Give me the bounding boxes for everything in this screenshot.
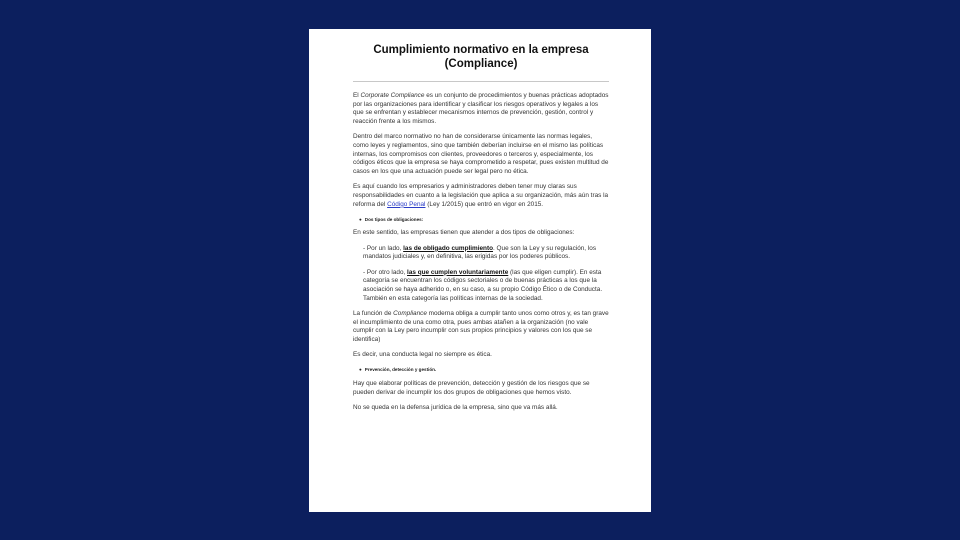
- title-line-1: Cumplimiento normativo en la empresa: [373, 44, 589, 56]
- title-line-2: (Compliance): [444, 58, 518, 70]
- p1-text-b: es un conjunto de procedimientos y buenas prácticas adoptados por las organizaciones para identificar y clasificar los riesgos operativos y legales a los que se enfrentan y establecer mecanismos internos de prevención, gestión, control y reacción frente a los mismos.: [353, 92, 609, 126]
- paragraph-2: Dentro del marco normativo no han de considerarse únicamente las normas legales, como leyes y reglamentos, sino que también deberían incluirse en el mismo las políticas internas, los compromisos con clientes, proveedores o terceros y, especialmente, los códigos éticos que la empresa se haya comprometido a respetar, pues existen multitud de casos en los que una actuación puede ser legal pero no ética.: [353, 133, 609, 176]
- p1-emphasis: Corporate Compliance: [360, 92, 425, 99]
- item1-underlined: las de obligado cumplimiento: [403, 244, 493, 252]
- p3-text-b: (Ley 1/2015) que entró en vigor en 2015.: [425, 200, 544, 208]
- paragraph-8: No se queda en la defensa jurídica de la empresa, sino que va más allá.: [353, 403, 558, 411]
- item2-text-b: (las que eligen cumplir). En esta categoría se encuentran los códigos sectoriales o de buenas prácticas a los que la asociación se haya adherido o, en su caso, a su propio Código Ético o de Conducta. También en esta categoría las políticas internas de la sociedad.: [363, 268, 603, 302]
- p3-text-a: Es aquí cuando los empresarios y administradores deben tener muy claras sus responsabilidades en cuanto a la legislación que aplica a su organización, más aún tras la reforma del: [353, 183, 609, 208]
- paragraph-1: [353, 92, 609, 127]
- bullet-heading-1: [359, 216, 609, 223]
- bullet-dot-icon: ●: [359, 216, 362, 222]
- item1-text-b: . Que son la Ley y su regulación, los mandatos judiciales y, en definitiva, las erigidas por los poderes públicos.: [363, 244, 597, 261]
- list-item-1: [363, 245, 609, 262]
- p1-text-a: El: [353, 92, 361, 99]
- title-divider: [353, 81, 609, 82]
- item2-text-a: - Por otro lado,: [363, 268, 408, 276]
- bullet-heading-2: [359, 366, 609, 373]
- item2-underlined: las que cumplen voluntariamente: [407, 268, 509, 276]
- codigo-penal-link[interactable]: Código Penal: [387, 200, 426, 208]
- p5-text-b: moderna obliga a cumplir tanto unos como otros y, es tan grave el incumplimiento de una como otra, pues ambas atañen a la organización (no vale cumplir con la Ley pero incumplir con sus propios principios y valores con los que se identifica): [353, 309, 609, 343]
- p5-text-a: La función de: [353, 309, 394, 317]
- paragraph-5: [353, 310, 609, 345]
- bullet-dot-icon: ●: [359, 367, 362, 373]
- paragraph-7: Hay que elaborar políticas de prevención, detección y gestión de los riesgos que se pueden derivar de incumplir los dos grupos de obligaciones que hemos visto.: [353, 379, 590, 396]
- paragraph-6: Es decir, una conducta legal no siempre es ética.: [353, 351, 492, 359]
- bullet-1-label: Dos tipos de obligaciones:: [364, 216, 424, 222]
- document-title: [353, 43, 609, 71]
- item1-text-a: - Por un lado,: [363, 244, 404, 252]
- document-page: [309, 29, 651, 512]
- paragraph-3: [353, 183, 609, 209]
- list-item-2: [363, 269, 609, 304]
- p5-emphasis: Compliance: [393, 309, 427, 317]
- paragraph-4: En este sentido, las empresas tienen que atender a dos tipos de obligaciones:: [353, 229, 575, 237]
- bullet-2-label: Prevención, detección y gestión.: [364, 367, 437, 373]
